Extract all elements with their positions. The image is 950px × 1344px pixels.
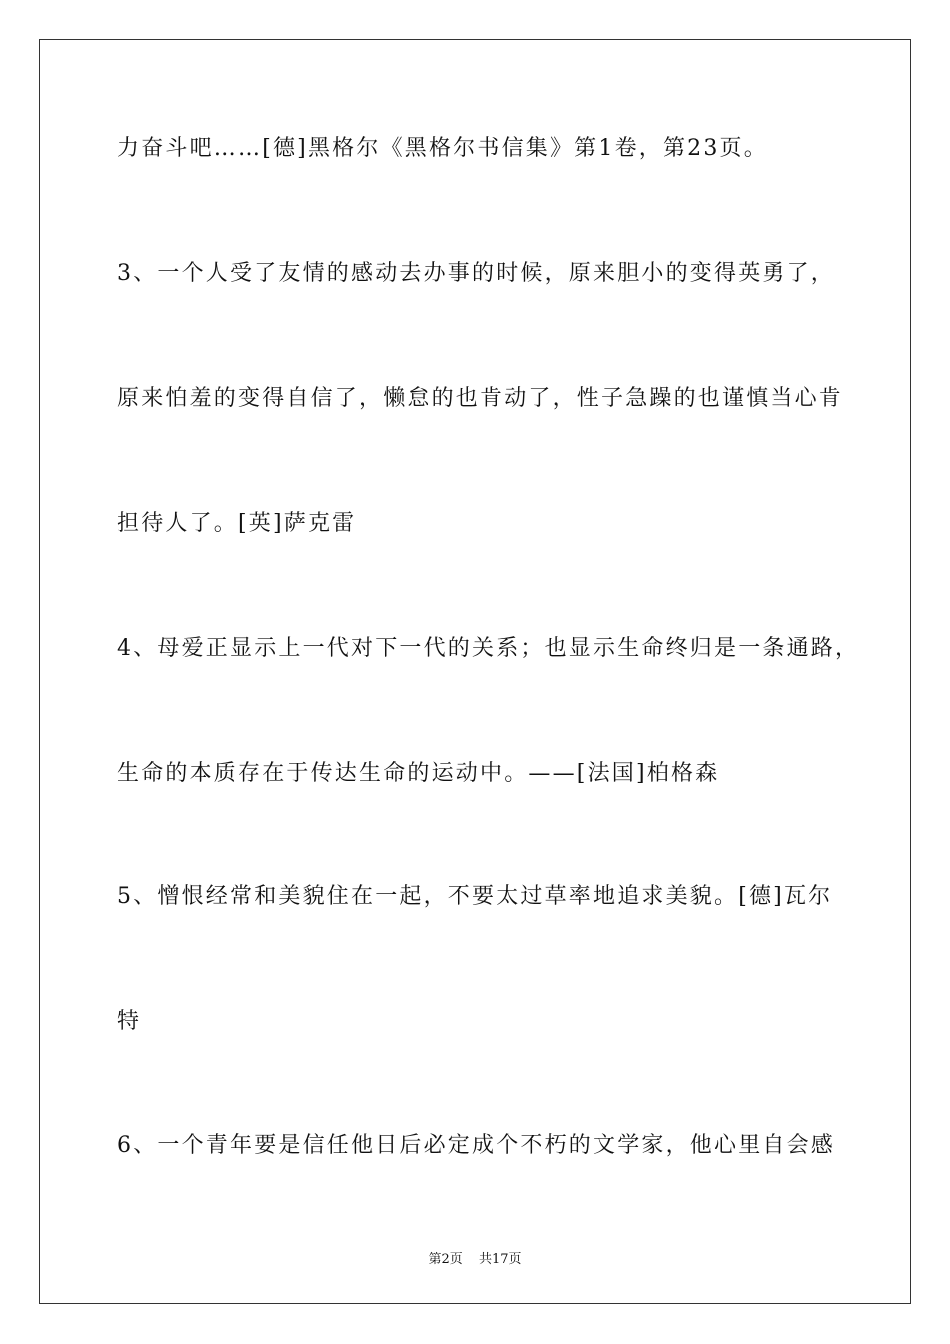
page-number: 第2页 (428, 1252, 463, 1267)
page-total: 共17页 (478, 1252, 522, 1267)
text-line-8: 特 (117, 1009, 142, 1034)
text-line-1: 力奋斗吧……[德]黑格尔《黑格尔书信集》第1卷，第23页。 (117, 136, 768, 161)
text-line-4: 担待人了。[英]萨克雷 (117, 511, 357, 536)
text-line-9: 6、一个青年要是信任他日后必定成个不朽的文学家，他心里自会感 (117, 1133, 835, 1158)
text-line-6: 生命的本质存在于传达生命的运动中。——[法国]柏格森 (117, 761, 720, 786)
page-footer (0, 1248, 950, 1267)
text-line-7: 5、憎恨经常和美貌住在一起，不要太过草率地追求美貌。[德]瓦尔 (117, 884, 833, 909)
text-line-2: 3、一个人受了友情的感动去办事的时候，原来胆小的变得英勇了， (117, 261, 835, 286)
text-line-5: 4、母爱正显示上一代对下一代的关系；也显示生命终归是一条通路， (117, 636, 860, 661)
text-line-3: 原来怕羞的变得自信了，懒怠的也肯动了，性子急躁的也谨慎当心肯 (117, 386, 844, 411)
page-frame (39, 39, 911, 1304)
